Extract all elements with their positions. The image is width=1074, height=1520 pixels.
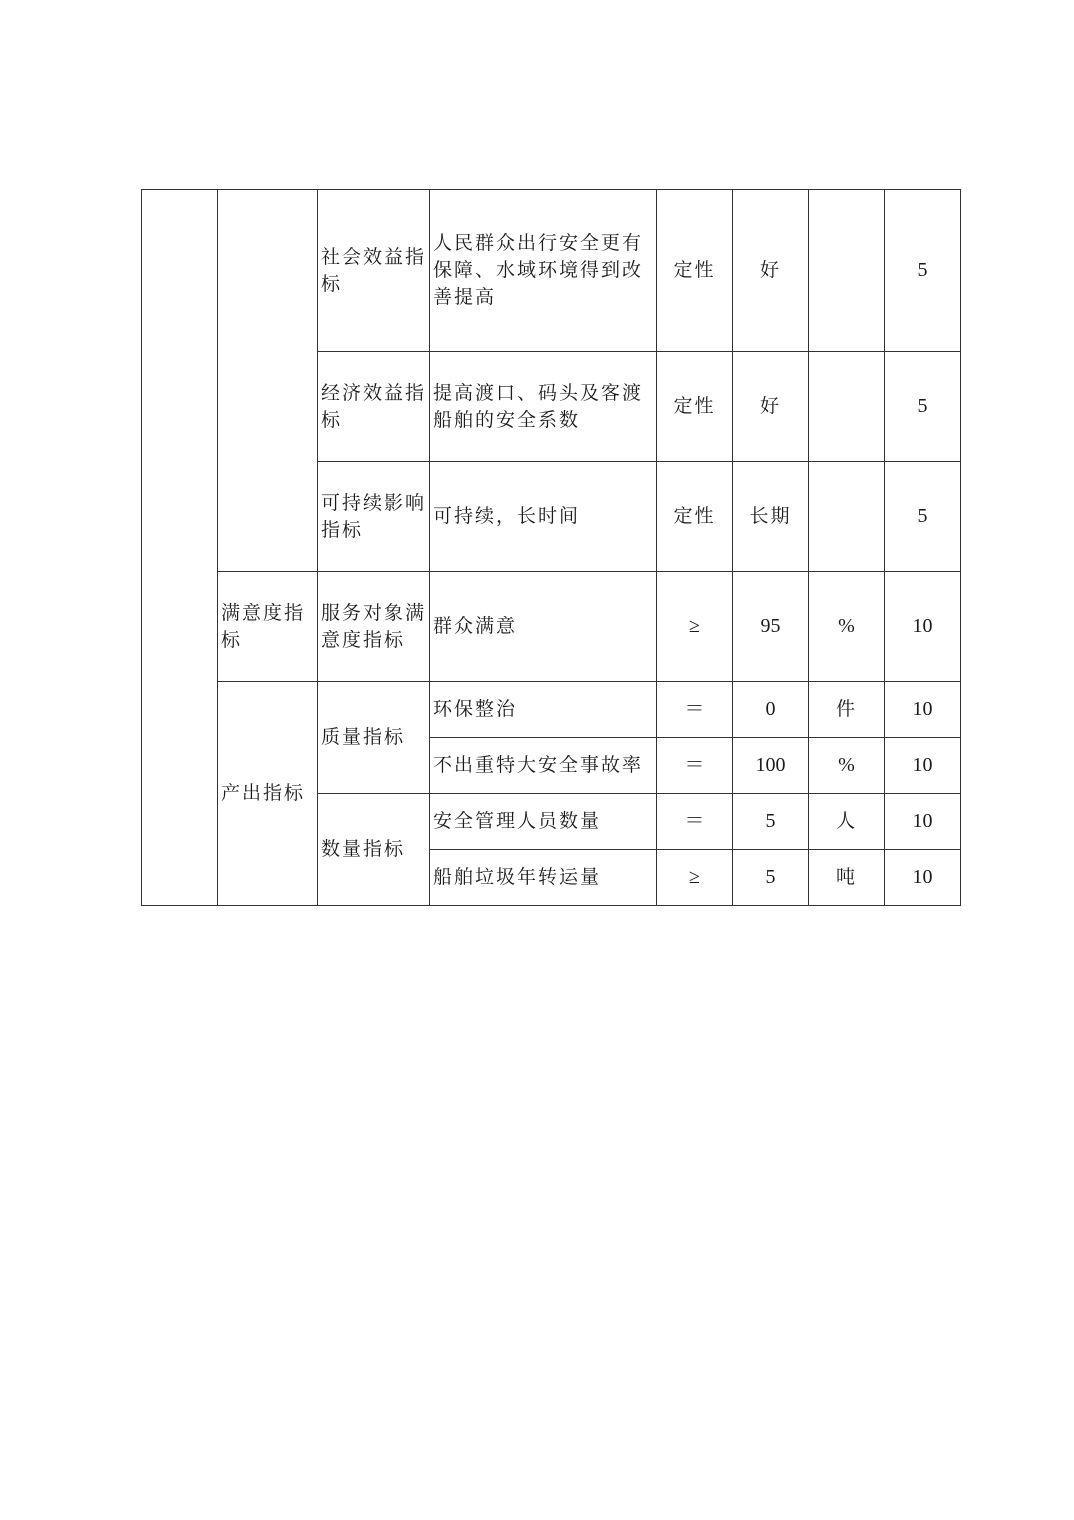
score-cell: 10 xyxy=(885,738,961,794)
indicator-content-cell: 船舶垃圾年转运量 xyxy=(430,850,657,906)
unit-cell xyxy=(809,190,885,352)
score-cell: 10 xyxy=(885,682,961,738)
unit-cell: % xyxy=(809,572,885,682)
operator-cell: 定性 xyxy=(657,190,733,352)
level1-cell: 满意度指标 xyxy=(218,572,318,682)
operator-cell: ＝ xyxy=(657,682,733,738)
table-row xyxy=(142,572,961,682)
operator-cell: ≥ xyxy=(657,850,733,906)
indicator-content-cell: 人民群众出行安全更有保障、水域环境得到改善提高 xyxy=(430,190,657,352)
level2-cell: 社会效益指标 xyxy=(318,190,430,352)
unit-cell xyxy=(809,462,885,572)
operator-cell: ＝ xyxy=(657,794,733,850)
unit-cell: 件 xyxy=(809,682,885,738)
value-cell: 0 xyxy=(733,682,809,738)
score-cell: 10 xyxy=(885,794,961,850)
indicator-content-cell: 群众满意 xyxy=(430,572,657,682)
indicator-content-cell: 可持续，长时间 xyxy=(430,462,657,572)
level2-cell: 数量指标 xyxy=(318,794,430,906)
operator-cell: 定性 xyxy=(657,462,733,572)
level2-cell: 质量指标 xyxy=(318,682,430,794)
unit-cell: 人 xyxy=(809,794,885,850)
operator-cell: ＝ xyxy=(657,738,733,794)
score-cell: 5 xyxy=(885,462,961,572)
value-cell: 好 xyxy=(733,352,809,462)
level2-cell: 服务对象满意度指标 xyxy=(318,572,430,682)
performance-indicator-table xyxy=(141,189,961,906)
value-cell: 5 xyxy=(733,794,809,850)
operator-cell: 定性 xyxy=(657,352,733,462)
level2-cell: 可持续影响指标 xyxy=(318,462,430,572)
indicator-content-cell: 安全管理人员数量 xyxy=(430,794,657,850)
level2-cell: 经济效益指标 xyxy=(318,352,430,462)
level0-cell-empty xyxy=(142,190,218,906)
score-cell: 10 xyxy=(885,572,961,682)
table-row xyxy=(142,190,961,352)
value-cell: 好 xyxy=(733,190,809,352)
unit-cell: % xyxy=(809,738,885,794)
indicator-content-cell: 不出重特大安全事故率 xyxy=(430,738,657,794)
level1-cell-empty xyxy=(218,190,318,572)
score-cell: 5 xyxy=(885,190,961,352)
value-cell: 长期 xyxy=(733,462,809,572)
unit-cell xyxy=(809,352,885,462)
table-row xyxy=(142,682,961,738)
value-cell: 95 xyxy=(733,572,809,682)
value-cell: 5 xyxy=(733,850,809,906)
score-cell: 5 xyxy=(885,352,961,462)
score-cell: 10 xyxy=(885,850,961,906)
level1-cell: 产出指标 xyxy=(218,682,318,906)
value-cell: 100 xyxy=(733,738,809,794)
unit-cell: 吨 xyxy=(809,850,885,906)
indicator-content-cell: 提高渡口、码头及客渡船舶的安全系数 xyxy=(430,352,657,462)
operator-cell: ≥ xyxy=(657,572,733,682)
indicator-content-cell: 环保整治 xyxy=(430,682,657,738)
